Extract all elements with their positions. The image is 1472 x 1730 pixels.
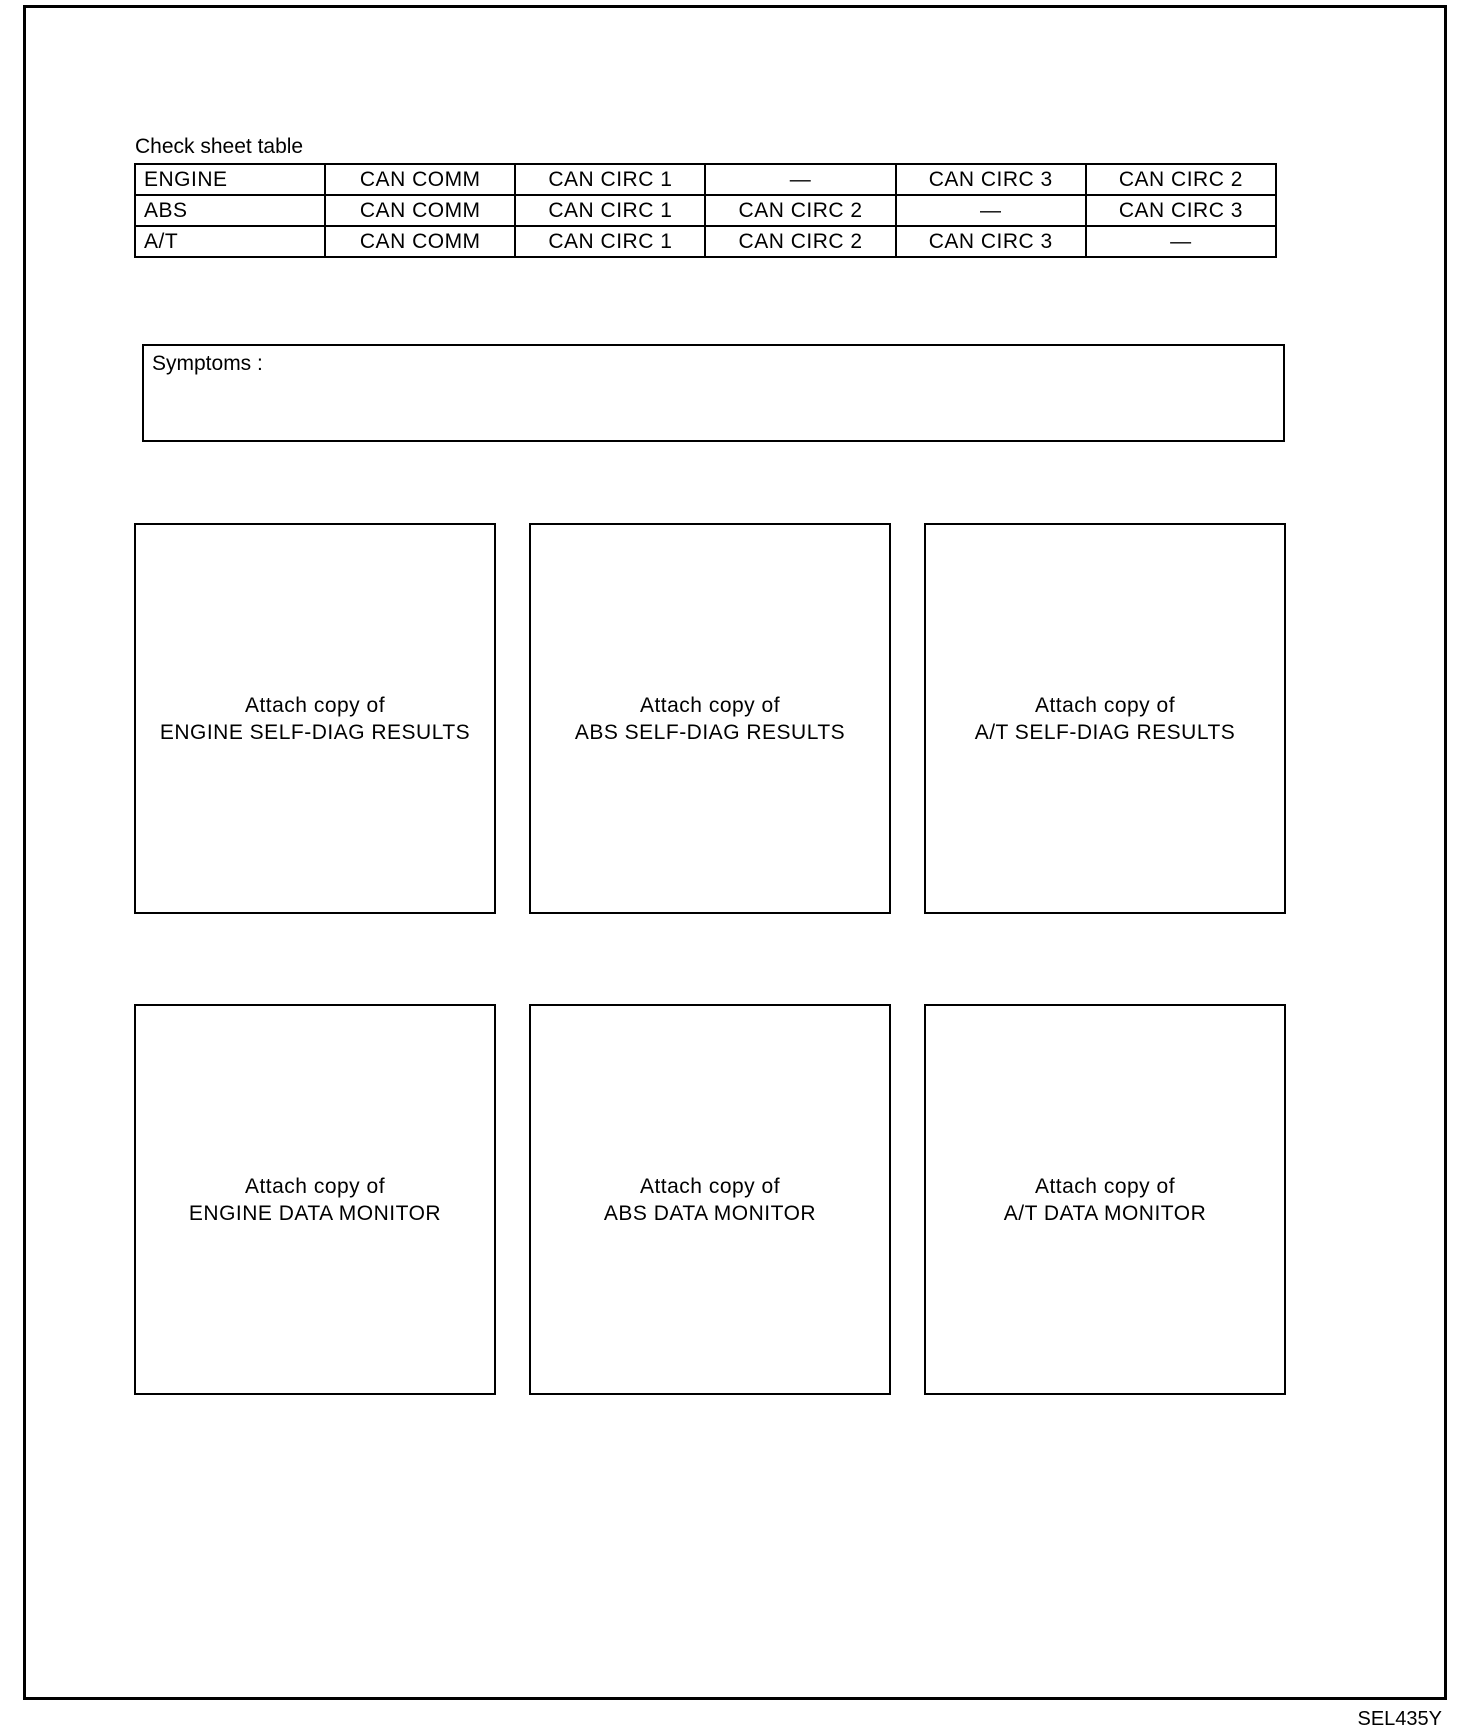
drawing-id: SEL435Y (1357, 1708, 1442, 1730)
table-cell: CAN CIRC 3 (896, 164, 1086, 195)
engine-self-diag-panel (134, 523, 496, 914)
abs-data-monitor-panel (529, 1004, 891, 1395)
panel-subject: ABS SELF-DIAG RESULTS (574, 720, 846, 744)
table-cell: CAN CIRC 2 (705, 195, 895, 226)
at-self-diag-panel (924, 523, 1286, 914)
panel-instruction: Attach copy of (639, 693, 781, 717)
panel-instruction: Attach copy of (1034, 1174, 1176, 1198)
table-row (135, 226, 1276, 257)
symptoms-label: Symptoms : (152, 352, 263, 375)
engine-data-monitor-panel (134, 1004, 496, 1395)
table-cell: — (705, 164, 895, 195)
panel-instruction: Attach copy of (1034, 693, 1176, 717)
table-cell: CAN CIRC 1 (515, 195, 705, 226)
row-header-engine: ENGINE (135, 164, 325, 195)
panel-subject: A/T DATA MONITOR (1003, 1201, 1207, 1225)
table-cell: — (896, 195, 1086, 226)
table-cell: CAN COMM (325, 226, 515, 257)
panel-subject: ENGINE SELF-DIAG RESULTS (159, 720, 471, 744)
table-row (135, 195, 1276, 226)
table-cell: CAN CIRC 2 (1086, 164, 1276, 195)
panel-subject: A/T SELF-DIAG RESULTS (974, 720, 1236, 744)
table-cell: CAN CIRC 1 (515, 164, 705, 195)
table-cell: CAN CIRC 2 (705, 226, 895, 257)
abs-self-diag-panel (529, 523, 891, 914)
table-row (135, 164, 1276, 195)
table-cell: CAN COMM (325, 195, 515, 226)
row-header-at: A/T (135, 226, 325, 257)
panel-instruction: Attach copy of (639, 1174, 781, 1198)
table-cell: CAN CIRC 3 (1086, 195, 1276, 226)
panel-subject: ABS DATA MONITOR (603, 1201, 817, 1225)
panel-instruction: Attach copy of (244, 693, 386, 717)
table-cell: CAN CIRC 3 (896, 226, 1086, 257)
table-cell: CAN CIRC 1 (515, 226, 705, 257)
check-sheet-caption: Check sheet table (135, 135, 304, 158)
at-data-monitor-panel (924, 1004, 1286, 1395)
check-sheet-table (134, 163, 1277, 258)
panel-instruction: Attach copy of (244, 1174, 386, 1198)
row-header-abs: ABS (135, 195, 325, 226)
panel-subject: ENGINE DATA MONITOR (188, 1201, 442, 1225)
symptoms-box[interactable] (142, 344, 1285, 442)
table-cell: — (1086, 226, 1276, 257)
table-cell: CAN COMM (325, 164, 515, 195)
